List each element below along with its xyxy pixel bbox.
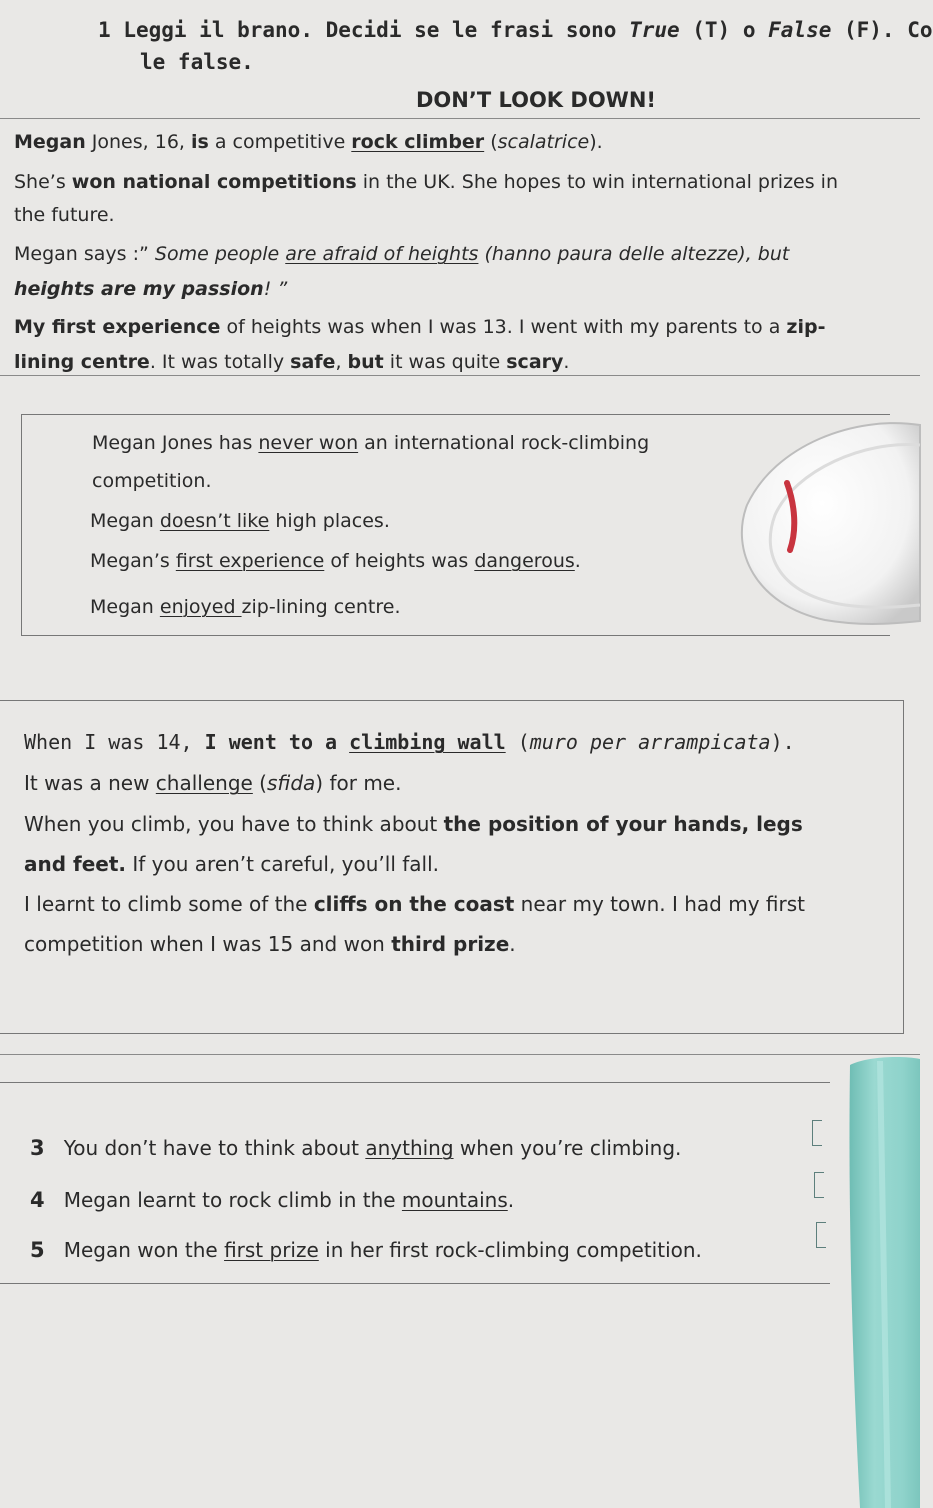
passage2-paragraph4-line1: I learnt to climb some of the cliffs on the coast near my town. I had my first [24, 892, 805, 916]
exercise-number: 1 [98, 18, 111, 42]
passage1-paragraph3-line1: Megan says :” Some people are afraid of heights (hanno paura delle altezze), but [14, 243, 790, 265]
statement-3-row: 3 You don’t have to think about anything when you’re climbing. [30, 1136, 682, 1160]
passage-title: DON’T LOOK DOWN! [416, 88, 656, 112]
passage1-paragraph4-line1: My first experience of heights was when I was 13. I went with my parents to a zip- [14, 316, 826, 338]
divider [0, 375, 920, 376]
statement-3: Megan’s first experience of heights was dangerous. [90, 550, 581, 572]
passage2-paragraph2: It was a new challenge (sfida) for me. [24, 771, 402, 795]
passage1-paragraph2-line1: She’s won national competitions in the UK. She hopes to win international prizes in [14, 171, 839, 193]
highlighter-object [820, 1055, 920, 1508]
statement-2: Megan doesn’t like high places. [90, 510, 390, 532]
statement-4-row: 4 Megan learnt to rock climb in the mountains. [30, 1188, 515, 1212]
passage2-paragraph3-line1: When you climb, you have to think about the position of your hands, legs [24, 812, 803, 836]
divider [0, 1054, 920, 1055]
divider [0, 118, 920, 119]
passage1-paragraph3-line2: heights are my passion! ” [14, 278, 288, 300]
exercise-instruction-line2: le false. [140, 50, 254, 74]
statement-1-line1: Megan Jones has never won an international rock-climbing [92, 432, 650, 454]
eraser-object [735, 415, 920, 630]
passage2-paragraph4-line2: competition when I was 15 and won third prize. [24, 932, 516, 956]
passage1-paragraph1: Megan Jones, 16, is a competitive rock climber (scalatrice). [14, 131, 603, 153]
statement-5-row: 5 Megan won the first prize in her first rock-climbing competition. [30, 1238, 702, 1262]
passage1-paragraph2-line2: the future. [14, 204, 115, 226]
passage2-paragraph1: When I was 14, I went to a climbing wall (muro per arrampicata). [24, 730, 795, 754]
passage1-paragraph4-line2: lining centre. It was totally safe, but it was quite scary. [14, 351, 570, 373]
statement-1-line2: competition. [92, 470, 212, 492]
statement-4: Megan enjoyed zip-lining centre. [90, 596, 401, 618]
passage2-paragraph3-line2: and feet. If you aren’t careful, you’ll fall. [24, 852, 440, 876]
exercise-instruction: 1 Leggi il brano. Decidi se le frasi sono True (T) o False (F). Co [98, 18, 933, 42]
